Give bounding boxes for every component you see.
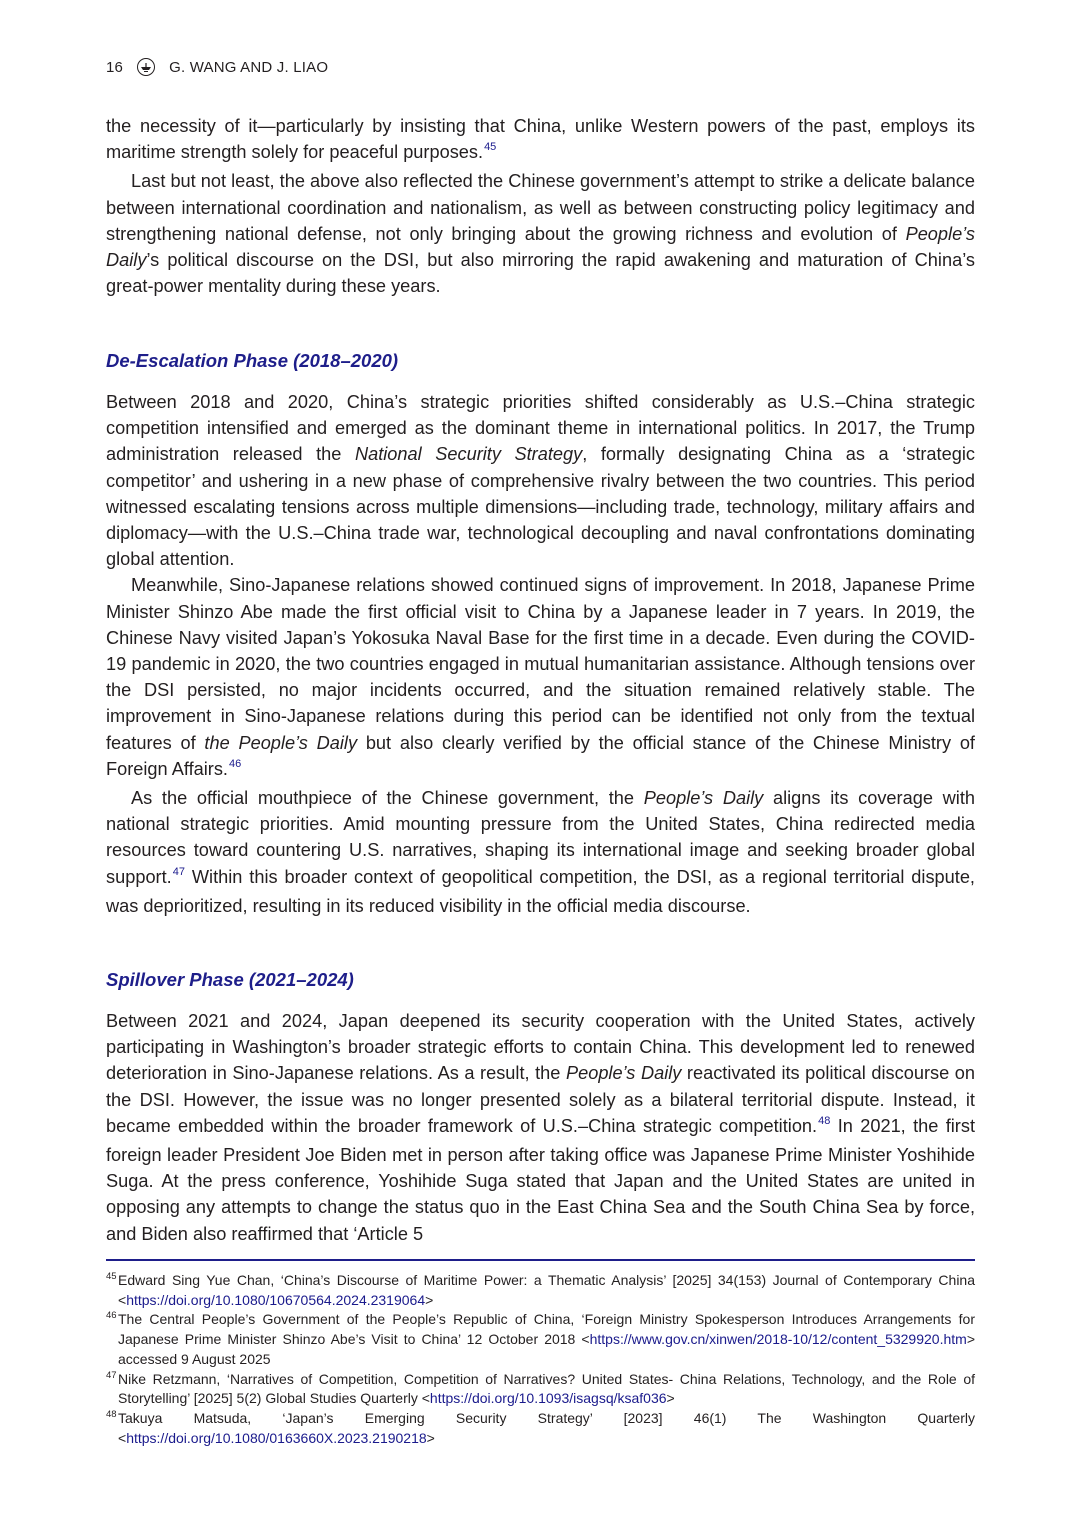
doi-link[interactable]: https://doi.org/10.1080/0163660X.2023.2190218	[126, 1429, 427, 1446]
opening-paragraphs	[106, 113, 975, 299]
doi-link[interactable]: https://doi.org/10.1093/isagsq/ksaf036	[429, 1390, 667, 1407]
page-number: 16	[106, 58, 124, 76]
footnote-divider	[106, 1259, 975, 1261]
running-head-authors: G. WANG AND J. LIAO	[169, 58, 329, 76]
footnote-ref-47[interactable]: 47	[172, 865, 185, 878]
footnote-ref-45[interactable]: 45	[484, 141, 497, 154]
footnote-ref-48[interactable]: 48	[818, 1114, 831, 1127]
spillover-section-body	[106, 1008, 975, 1247]
paragraph: Between 2018 and 2020, China’s strategic priorities shifted considerably as U.S.–China strategic competition intensified and emerged as the dominant theme in international politics. In 2017, the Trump administration released the National Security Strategy, formally designating China as a ‘strategic competitor’ and ushering in a new phase of comprehensive rivalry between the two countries. This period witnessed escalating tensions across multiple dimensions—including trade, technology, military affairs and diplomacy—with the U.S.–China trade war, technological decoupling and naval confrontations dominating global attention.	[106, 392, 975, 570]
section-heading-deescalation: De-Escalation Phase (2018–2020)	[106, 350, 399, 371]
doi-link[interactable]: https://doi.org/10.1080/10670564.2024.2319064	[126, 1291, 426, 1308]
footnotes	[106, 1271, 975, 1448]
running-head	[106, 57, 328, 77]
paragraph: Last but not least, the above also reflected the Chinese government’s attempt to strike a delicate balance between international coordination and nationalism, as well as between constructing policy legitimacy and strengthening national defense, not only bringing about the growing richness and evolution of People’s Daily’s political discourse on the DSI, but also mirroring the rapid awakening and maturation of China’s great-power mentality during these years.	[106, 171, 975, 297]
paragraph: Between 2021 and 2024, Japan deepened its security cooperation with the United States, actively participating in Washington’s broader strategic efforts to contain China. This development led to renewed deterioration in Sino-Japanese relations. As a result, the People’s Daily reactivated its political discourse on the DSI. However, the issue was no longer presented solely as a bilateral territorial dispute. Instead, it became embedded within the broader framework of U.S.–China strategic competition.$^{48}$ In 2021, the first foreign leader President Joe Biden met in person after taking office was Japanese Prime Minister Yoshihide Suga. At the press conference, Yoshihide Suga stated that Japan and the United States are united in opposing any attempts to change the status quo in the East China Sea and the South China Sea by force, and Biden also reaffirmed that ‘Article 5	[106, 1011, 976, 1244]
gov-link[interactable]: https://www.gov.cn/xinwen/2018-10/12/content_5329920.htm	[589, 1331, 967, 1348]
footnote-45: 45 Edward Sing Yue Chan, ‘China’s Discourse of Maritime Power: a Thematic Analysis’ [2025] 34(153) Journal of Contemporary China <https://doi.org/10.1080/10670564.2024.2319064>	[106, 1271, 975, 1308]
footnote-47: 47 Nike Retzmann, ‘Narratives of Competition, Competition of Narratives? United States- China Relations, Technology, and the Role of Storytelling’ [2025] 5(2) Global Studies Quarterly <https://doi.org/10.1093/isagsq/ksaf036>	[106, 1369, 975, 1407]
lamp-logo-icon	[137, 58, 155, 76]
footnote-48: 48 Takuya Matsuda, ‘Japan’s Emerging Security Strategy’ [2023] 46(1) The Washington Quarterly <https://doi.org/10.1080/0163660X.2023.2190218>	[106, 1408, 975, 1446]
footnote-ref-46[interactable]: 46	[228, 757, 242, 770]
footnote-46: 46 The Central People’s Government of the People’s Republic of China, ‘Foreign Ministry Spokesperson Introduces Arrangements for Japanese Prime Minister Shinzo Abe’s Visit to China’ 12 October 2018 <https://www.gov.cn/xinwen/2018-10/12/content_5329920.htm> accessed 9 August 2025	[106, 1310, 975, 1367]
paragraph: As the official mouthpiece of the Chinese government, the People’s Daily aligns its coverage with national strategic priorities. Amid mounting pressure from the United States, China redirected media resources toward countering U.S. narratives, shaping its international image and seeking broader global support.$^{47}$ Within this broader context of geopolitical competition, the DSI, as a regional territorial dispute, was deprioritized, resulting in its reduced visibility in the official media discourse.	[106, 788, 975, 916]
deescalation-section-body	[106, 389, 975, 919]
paragraph: the necessity of it—particularly by insisting that China, unlike Western powers of the past, employs its maritime strength solely for peaceful purposes.$^{45}$	[106, 116, 975, 163]
section-heading-spillover: Spillover Phase (2021–2024)	[106, 969, 354, 990]
paragraph: Meanwhile, Sino-Japanese relations showed continued signs of improvement. In 2018, Japanese Prime Minister Shinzo Abe made the first official visit to China by a Japanese leader in 7 years. In 2019, the Chinese Navy visited Japan’s Yokosuka Naval Base for the first time in a decade. Even during the COVID-19 pandemic in 2020, the two countries engaged in mutual humanitarian assistance. Although tensions over the DSI persisted, no major incidents occurred, and the situation remained relatively stable. The improvement in Sino-Japanese relations during this period can be identified not only from the textual features of the People’s Daily but also clearly verified by the official stance of the Chinese Ministry of Foreign Affairs.$^{46}$	[106, 575, 975, 779]
